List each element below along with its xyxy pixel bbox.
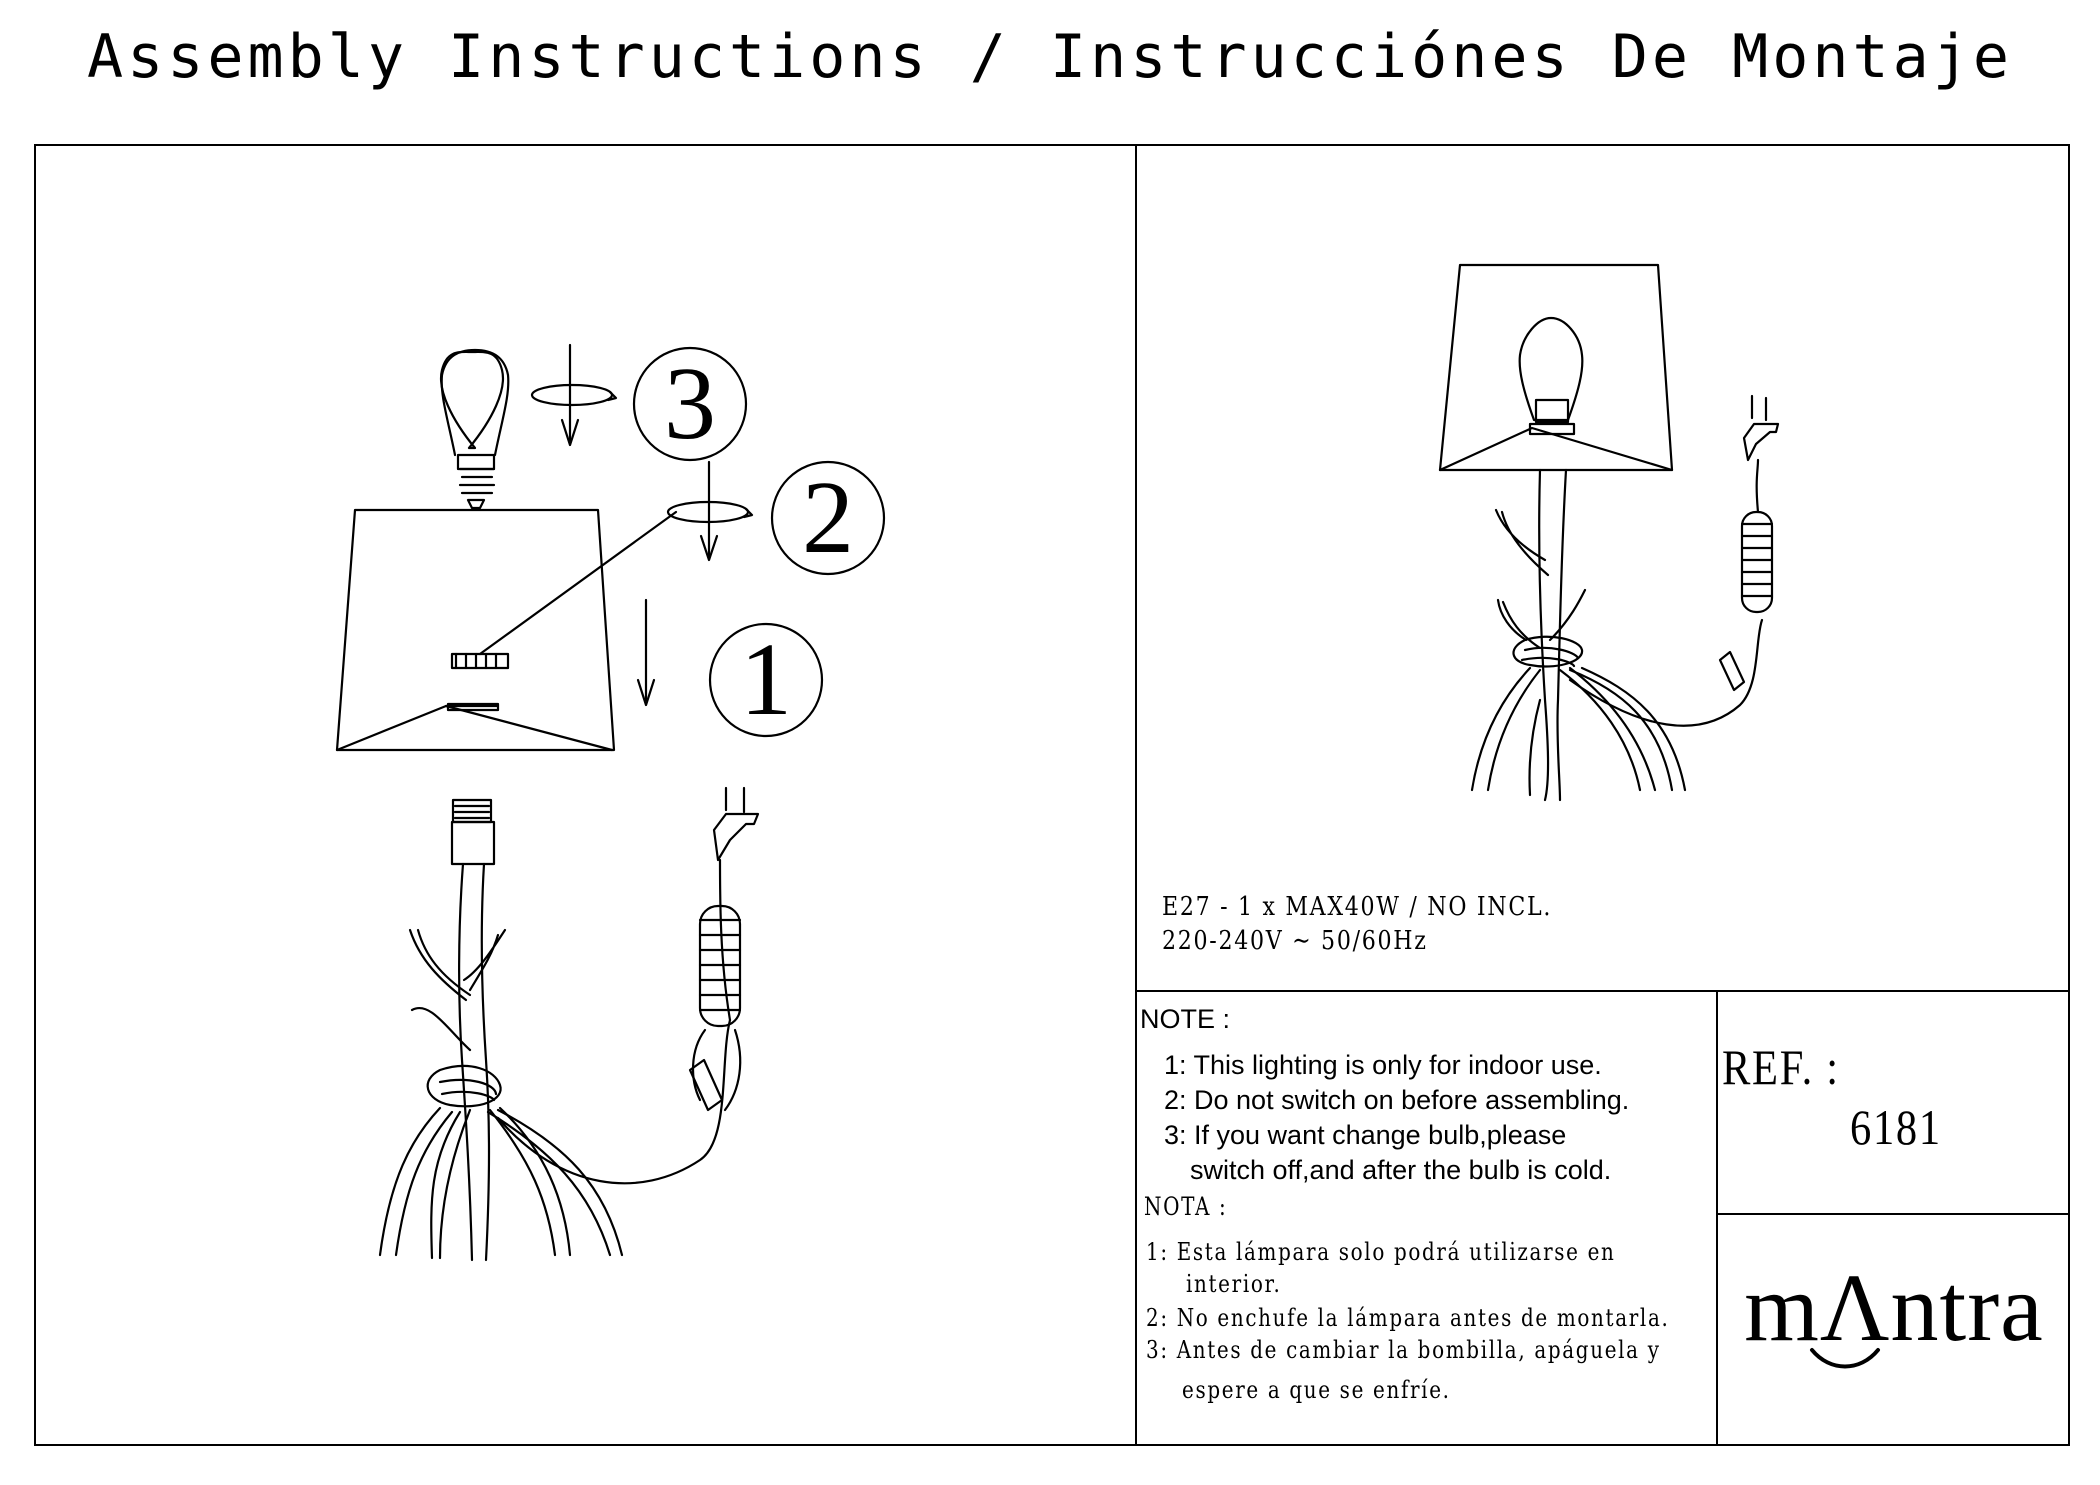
step2-arrow bbox=[668, 462, 752, 560]
nota-item-2: 2: No enchufe la lámpara antes de montarla. bbox=[1146, 1304, 1670, 1332]
branch-base-drawing bbox=[380, 800, 622, 1260]
note-item-2: 2: Do not switch on before assembling. bbox=[1164, 1085, 1630, 1115]
spec-bulb: E27 - 1 x MAX40W / NO INCL. bbox=[1162, 892, 1553, 922]
note-title: NOTE : bbox=[1140, 1004, 1231, 1034]
step3-arrow bbox=[532, 345, 616, 445]
nota-item-3: 3: Antes de cambiar la bombilla, apáguela y bbox=[1146, 1336, 1661, 1364]
bulb-drawing bbox=[441, 350, 508, 508]
nota-item-1-cont: interior. bbox=[1186, 1270, 1282, 1298]
page-title: Assembly Instructions / Instrucciónes De Montaje bbox=[87, 22, 2013, 92]
note-item-3: 3: If you want change bulb,please bbox=[1164, 1120, 1567, 1150]
step2-number: 2 bbox=[802, 460, 854, 575]
nota-item-3-cont: espere a que se enfríe. bbox=[1182, 1376, 1451, 1404]
shade-drawing bbox=[337, 510, 676, 750]
note-item-3-cont: switch off,and after the bulb is cold. bbox=[1190, 1155, 1612, 1185]
note-item-1: 1: This lighting is only for indoor use. bbox=[1164, 1050, 1602, 1080]
brand-logo: mΛntra bbox=[1744, 1254, 2044, 1361]
ref-value: 6181 bbox=[1850, 1099, 1942, 1155]
nota-title: NOTA : bbox=[1144, 1192, 1228, 1221]
nota-item-1: 1: Esta lámpara solo podrá utilizarse en bbox=[1146, 1238, 1616, 1266]
step1-arrow bbox=[638, 600, 654, 705]
step3-number: 3 bbox=[664, 346, 716, 461]
ref-label: REF. : bbox=[1722, 1039, 1840, 1095]
step1-number: 1 bbox=[740, 622, 792, 737]
spec-voltage: 220-240V ∼ 50/60Hz bbox=[1162, 926, 1428, 956]
assembled-lamp-drawing bbox=[1440, 265, 1778, 800]
cord-drawing bbox=[498, 788, 758, 1183]
